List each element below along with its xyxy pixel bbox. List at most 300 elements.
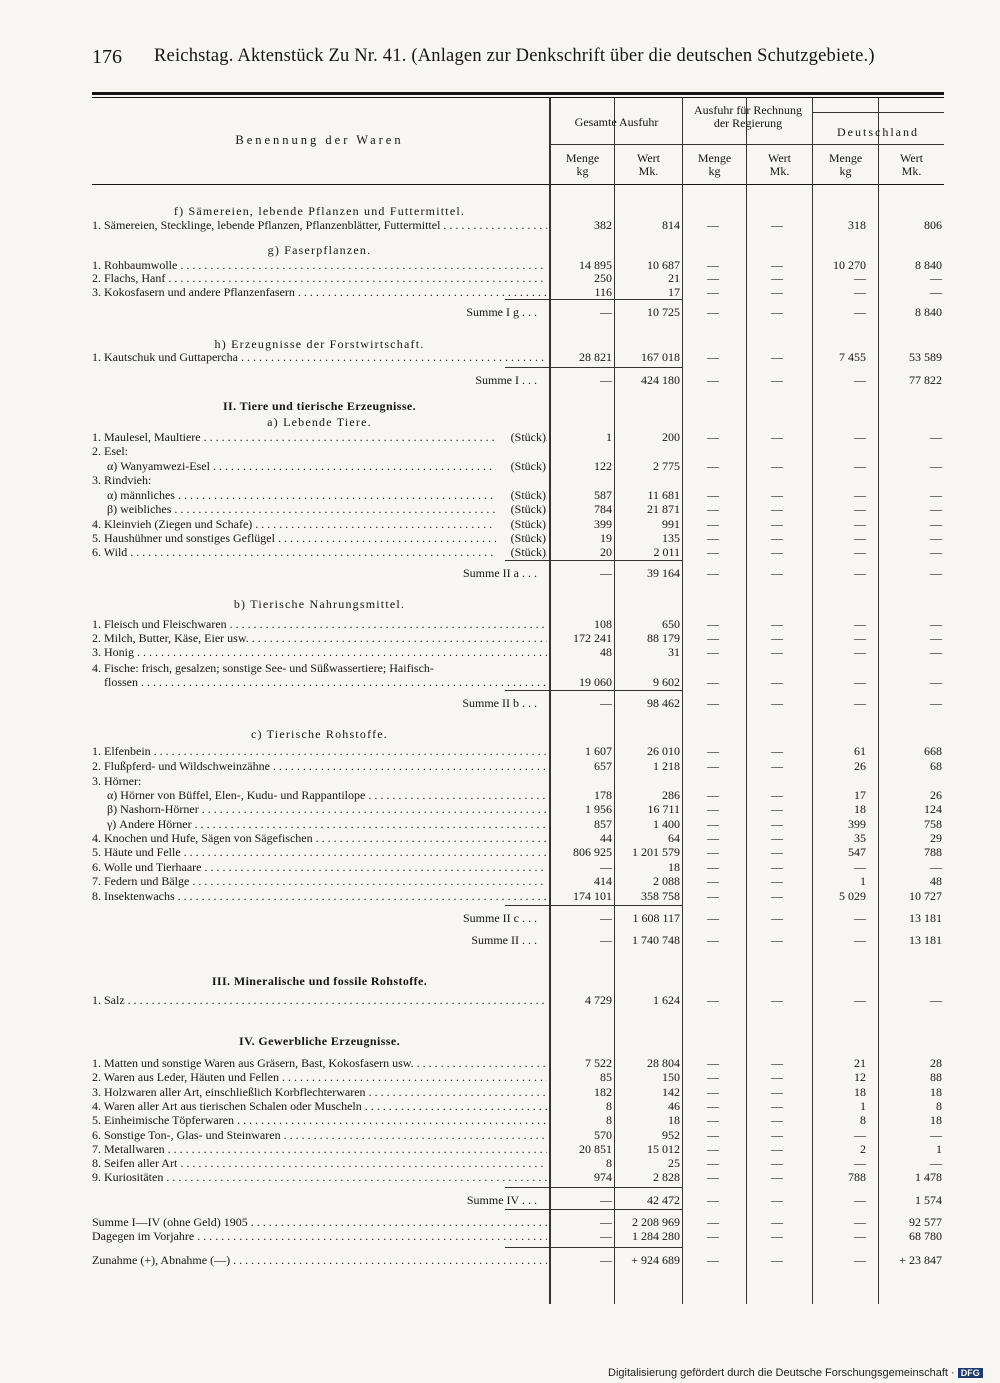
cell-value: 8 840 <box>915 258 942 272</box>
cell-value: 399 <box>848 817 866 831</box>
table-row <box>92 488 944 502</box>
cell-value: 17 <box>668 285 680 299</box>
cell-value: — <box>771 1085 783 1099</box>
row-label: 2. Esel: <box>92 444 128 458</box>
row-label: 3. Holzwaren aller Art, einschließlich Korbflechterwaren . . . <box>92 1085 547 1099</box>
cell-value: 974 <box>594 1170 612 1184</box>
cell-value: + 924 689 <box>631 1253 680 1267</box>
row-label: β) weibliches . . . <box>92 502 547 516</box>
cell-value: — <box>854 696 866 710</box>
cell-value: 42 472 <box>647 1193 680 1207</box>
cell-value: — <box>707 430 719 444</box>
cell-value: 1 201 579 <box>632 845 680 859</box>
cell-value: 788 <box>924 845 942 859</box>
cell-value: — <box>707 617 719 631</box>
cell-value: 650 <box>662 617 680 631</box>
cell-value: 2 088 <box>653 874 680 888</box>
cell-value: 64 <box>668 831 680 845</box>
page-title: Reichstag. Aktenstück Zu Nr. 41. (Anlagen zur Denkschrift über die deutschen Schutzgebiete.) <box>154 46 875 66</box>
section-heading: a) Lebende Tiere. <box>267 415 372 429</box>
table-row <box>92 993 944 1007</box>
summary-row <box>92 566 944 580</box>
table-row <box>92 1156 944 1170</box>
cell-value: — <box>930 285 942 299</box>
cell-value: 21 <box>668 271 680 285</box>
cell-value: — <box>930 993 942 1007</box>
cell-value: — <box>707 845 719 859</box>
cell-value: — <box>707 802 719 816</box>
summary-row <box>92 696 944 710</box>
header-rule <box>551 144 682 145</box>
row-label: 6. Sonstige Ton-, Glas- und Steinwaren . . . <box>92 1128 547 1142</box>
sum-rule <box>505 299 549 300</box>
table-row <box>92 531 944 545</box>
cell-value: — <box>707 874 719 888</box>
cell-value: 1 <box>860 1099 866 1113</box>
table-row <box>92 459 944 473</box>
cell-value: — <box>771 617 783 631</box>
cell-value: — <box>854 271 866 285</box>
row-label: 8. Insektenwachs . . . <box>92 889 547 903</box>
row-label: 6. Wild . . . <box>92 545 547 559</box>
cell-value: 21 871 <box>647 502 680 516</box>
cell-value: 13 181 <box>909 933 942 947</box>
cell-value: 35 <box>854 831 866 845</box>
cell-value: 48 <box>930 874 942 888</box>
cell-value: — <box>771 817 783 831</box>
sum-rule <box>505 367 549 368</box>
cell-value: — <box>930 566 942 580</box>
cell-value: 26 <box>930 788 942 802</box>
cell-value: 15 012 <box>647 1142 680 1156</box>
cell-value: 587 <box>594 488 612 502</box>
cell-value: — <box>771 373 783 387</box>
header-wert <box>879 152 944 178</box>
row-label: 1. Fleisch und Fleischwaren . . . <box>92 617 547 631</box>
cell-value: — <box>930 545 942 559</box>
cell-value: + 23 847 <box>899 1253 942 1267</box>
cell-value: — <box>707 566 719 580</box>
row-label: Summe II . . . <box>471 933 537 947</box>
cell-value: — <box>854 1193 866 1207</box>
page-number: 176 <box>92 46 122 68</box>
row-label: Summe II a . . . <box>463 566 537 580</box>
cell-value: 10 727 <box>909 889 942 903</box>
cell-value: — <box>707 831 719 845</box>
row-label: α) Wanyamwezi-Esel . . . <box>92 459 547 473</box>
cell-value: — <box>930 1128 942 1142</box>
cell-value: 806 925 <box>573 845 612 859</box>
cell-value: — <box>707 1085 719 1099</box>
cell-value: 124 <box>924 802 942 816</box>
cell-value: 318 <box>848 218 866 232</box>
cell-value: — <box>707 1056 719 1070</box>
row-label: 2. Flußpferd- und Wildschweinzähne . . . <box>92 759 547 773</box>
table-row <box>92 631 944 645</box>
cell-value: 1 284 280 <box>632 1229 680 1243</box>
wert-label: Wert <box>767 151 792 165</box>
table-row <box>92 502 944 516</box>
unit-label: (Stück) <box>496 459 546 473</box>
cell-value: 108 <box>594 617 612 631</box>
cell-value: — <box>930 617 942 631</box>
cell-value: 1 624 <box>653 993 680 1007</box>
section-heading: f) Sämereien, lebende Pflanzen und Futtermittel. <box>173 204 466 218</box>
cell-value: — <box>600 305 612 319</box>
table-row <box>92 1253 944 1267</box>
sum-rule <box>615 1209 682 1210</box>
cell-value: — <box>854 1253 866 1267</box>
cell-value: 178 <box>594 788 612 802</box>
cell-value: — <box>707 744 719 758</box>
section-heading: c) Tierische Rohstoffe. <box>250 727 389 741</box>
cell-value: — <box>771 1170 783 1184</box>
table-row <box>92 802 944 816</box>
cell-value: — <box>930 696 942 710</box>
section-heading: h) Erzeugnisse der Forstwirtschaft. <box>214 337 425 351</box>
cell-value: — <box>771 531 783 545</box>
cell-value: 29 <box>930 831 942 845</box>
cell-value: — <box>707 1215 719 1229</box>
cell-value: — <box>600 1215 612 1229</box>
cell-value: 11 681 <box>647 488 680 502</box>
cell-value: 1 478 <box>915 1170 942 1184</box>
cell-value: 7 455 <box>839 350 866 364</box>
cell-value: — <box>707 488 719 502</box>
table-row <box>92 788 944 802</box>
row-label: 7. Metallwaren . . . <box>92 1142 547 1156</box>
cell-value: 8 <box>606 1113 612 1127</box>
cell-value: 10 725 <box>647 305 680 319</box>
cell-value: 2 011 <box>653 545 680 559</box>
cell-value: — <box>707 285 719 299</box>
cell-value: 19 <box>600 531 612 545</box>
cell-value: — <box>707 1113 719 1127</box>
cell-value: — <box>707 788 719 802</box>
row-label: 4. Knochen und Hufe, Sägen von Sägefischen . . . <box>92 831 547 845</box>
table-row <box>92 1085 944 1099</box>
cell-value: — <box>707 218 719 232</box>
summary-row <box>92 911 944 925</box>
cell-value: 424 180 <box>641 373 680 387</box>
cell-value: 382 <box>594 218 612 232</box>
cell-value: 14 895 <box>579 258 612 272</box>
cell-value: — <box>854 1128 866 1142</box>
unit-label: (Stück) <box>496 531 546 545</box>
header-deutschland: Deutschland <box>837 125 919 139</box>
row-label: 2. Waren aus Leder, Häuten und Fellen . . . <box>92 1070 547 1084</box>
sum-rule <box>615 367 682 368</box>
unit-label: (Stück) <box>496 517 546 531</box>
cell-value: — <box>707 305 719 319</box>
cell-value: 991 <box>662 517 680 531</box>
cell-value: — <box>854 517 866 531</box>
cell-value: 142 <box>662 1085 680 1099</box>
cell-value: 1 607 <box>585 744 612 758</box>
cell-value: — <box>854 1156 866 1170</box>
cell-value: — <box>771 788 783 802</box>
row-label: 1. Matten und sonstige Waren aus Gräsern, Bast, Kokosfasern usw. . . . <box>92 1056 547 1070</box>
header-wert <box>615 152 682 178</box>
cell-value: — <box>771 566 783 580</box>
cell-value: — <box>771 285 783 299</box>
cell-value: — <box>707 502 719 516</box>
sum-rule <box>615 1187 682 1188</box>
cell-value: — <box>771 1070 783 1084</box>
table-row <box>92 1128 944 1142</box>
row-label: 7. Federn und Bälge . . . <box>92 874 547 888</box>
sum-rule <box>505 905 549 906</box>
unit-label: (Stück) <box>496 430 546 444</box>
cell-value: — <box>771 350 783 364</box>
cell-value: — <box>707 531 719 545</box>
cell-value: — <box>771 759 783 773</box>
cell-value: 952 <box>662 1128 680 1142</box>
cell-value: — <box>600 933 612 947</box>
cell-value: — <box>930 645 942 659</box>
row-label: 5. Haushühner und sonstiges Geflügel . . . <box>92 531 547 545</box>
cell-value: — <box>707 631 719 645</box>
cell-value: — <box>854 373 866 387</box>
table-row <box>92 744 944 758</box>
sum-rule <box>551 905 614 906</box>
cell-value: — <box>707 675 719 689</box>
sum-rule <box>505 1247 549 1248</box>
cell-value: 1 740 748 <box>632 933 680 947</box>
cell-value: 8 840 <box>915 305 942 319</box>
cell-value: 2 828 <box>653 1170 680 1184</box>
cell-value: 172 241 <box>573 631 612 645</box>
table-row <box>92 1099 944 1113</box>
cell-value: — <box>771 696 783 710</box>
unit-label: (Stück) <box>496 488 546 502</box>
row-label: 4. Kleinvieh (Ziegen und Schafe) . . . <box>92 517 547 531</box>
cell-value: 20 851 <box>579 1142 612 1156</box>
cell-value: 399 <box>594 517 612 531</box>
cell-value: — <box>707 350 719 364</box>
cell-value: 18 <box>854 802 866 816</box>
cell-value: — <box>854 617 866 631</box>
row-label: 5. Häute und Felle . . . <box>92 845 547 859</box>
cell-value: — <box>707 258 719 272</box>
cell-value: — <box>600 696 612 710</box>
table-row <box>92 430 944 444</box>
cell-value: 1 <box>936 1142 942 1156</box>
row-label: 3. Rindvieh: <box>92 473 152 487</box>
row-label: 5. Einheimische Töpferwaren . . . <box>92 1113 547 1127</box>
section-heading: b) Tierische Nahrungsmittel. <box>233 597 406 611</box>
cell-value: — <box>854 1215 866 1229</box>
cell-value: 18 <box>668 860 680 874</box>
cell-value: 20 <box>600 545 612 559</box>
cell-value: — <box>707 373 719 387</box>
cell-value: — <box>854 430 866 444</box>
table-row <box>92 661 944 675</box>
cell-value: 414 <box>594 874 612 888</box>
cell-value: — <box>771 1113 783 1127</box>
row-label: Summe II c . . . <box>463 911 537 925</box>
cell-value: — <box>930 430 942 444</box>
cell-value: — <box>854 545 866 559</box>
cell-value: — <box>707 1070 719 1084</box>
section-heading: g) Faserpflanzen. <box>267 243 372 257</box>
cell-value: 8 <box>606 1099 612 1113</box>
cell-value: — <box>930 531 942 545</box>
row-label: 1. Maulesel, Maultiere . . . <box>92 430 547 444</box>
cell-value: 122 <box>594 459 612 473</box>
row-label: Summe I g . . . <box>466 305 537 319</box>
header-gesamte-ausfuhr: Gesamte Ausfuhr <box>574 115 659 129</box>
top-rule-thick <box>92 92 944 95</box>
table-row <box>92 271 944 285</box>
kg-label: kg <box>839 164 852 178</box>
cell-value: — <box>854 285 866 299</box>
table-row <box>92 1229 944 1243</box>
footer: Digitalisierung gefördert durch die Deutsche Forschungsgemeinschaft · DFG <box>608 1367 983 1379</box>
cell-value: 28 821 <box>579 350 612 364</box>
cell-value: — <box>771 305 783 319</box>
row-label: Summe I—IV (ohne Geld) 1905 . . . <box>92 1215 547 1229</box>
mk-label: Mk. <box>769 164 790 178</box>
cell-value: — <box>930 1156 942 1170</box>
cell-value: 85 <box>600 1070 612 1084</box>
cell-value: — <box>854 631 866 645</box>
unit-label: (Stück) <box>496 502 546 516</box>
cell-value: 68 <box>930 759 942 773</box>
table-row <box>92 645 944 659</box>
cell-value: — <box>930 271 942 285</box>
header-menge <box>813 152 878 178</box>
header-rule <box>682 144 812 145</box>
row-label: 4. Waren aller Art aus tierischen Schalen oder Muscheln . . . <box>92 1099 547 1113</box>
table-row <box>92 1113 944 1127</box>
row-label: Summe IV . . . <box>466 1193 537 1207</box>
cell-value: — <box>771 502 783 516</box>
cell-value: — <box>600 373 612 387</box>
table-row <box>92 1142 944 1156</box>
row-label: Dagegen im Vorjahre . . . <box>92 1229 547 1243</box>
footer-text: Digitalisierung gefördert durch die Deutsche Forschungsgemeinschaft <box>608 1367 948 1379</box>
cell-value: 570 <box>594 1128 612 1142</box>
cell-value: 857 <box>594 817 612 831</box>
kg-label: kg <box>576 164 589 178</box>
row-label: 1. Sämereien, Stecklinge, lebende Pflanzen, Pflanzenblätter, Futtermittel . . . <box>92 218 547 232</box>
table-row <box>92 845 944 859</box>
cell-value: 31 <box>668 645 680 659</box>
cell-value: — <box>707 1142 719 1156</box>
sum-rule <box>615 1247 682 1248</box>
cell-value: 39 164 <box>647 566 680 580</box>
header-benennung: Benennung der Waren <box>235 133 404 147</box>
menge-label: Menge <box>828 151 863 165</box>
cell-value: — <box>854 502 866 516</box>
cell-value: 806 <box>924 218 942 232</box>
table-row <box>92 759 944 773</box>
table-row <box>92 774 944 788</box>
cell-value: — <box>771 545 783 559</box>
cell-value: — <box>771 831 783 845</box>
cell-value: 5 029 <box>839 889 866 903</box>
cell-value: — <box>854 459 866 473</box>
cell-value: 18 <box>668 1113 680 1127</box>
cell-value: — <box>771 874 783 888</box>
row-label: 3. Kokosfasern und andere Pflanzenfasern . . . <box>92 285 547 299</box>
row-label: 1. Rohbaumwolle . . . <box>92 258 547 272</box>
cell-value: — <box>771 993 783 1007</box>
top-rule-thin <box>92 97 944 98</box>
sum-rule <box>505 1209 549 1210</box>
header-bottom-rule <box>92 184 944 185</box>
sum-rule <box>551 690 614 691</box>
cell-value: — <box>707 1156 719 1170</box>
cell-value: — <box>854 933 866 947</box>
row-label: 1. Kautschuk und Guttapercha . . . <box>92 350 547 364</box>
table-row <box>92 831 944 845</box>
cell-value: — <box>707 1229 719 1243</box>
header-menge <box>683 152 746 178</box>
cell-value: 200 <box>662 430 680 444</box>
unit-label: (Stück) <box>496 545 546 559</box>
cell-value: 784 <box>594 502 612 516</box>
cell-value: — <box>771 1215 783 1229</box>
cell-value: 135 <box>662 531 680 545</box>
table-row <box>92 889 944 903</box>
table-row <box>92 545 944 559</box>
cell-value: — <box>854 566 866 580</box>
cell-value: 10 687 <box>647 258 680 272</box>
menge-label: Menge <box>565 151 600 165</box>
cell-value: — <box>854 488 866 502</box>
table-row <box>92 617 944 631</box>
cell-value: 668 <box>924 744 942 758</box>
wert-label: Wert <box>636 151 661 165</box>
cell-value: — <box>930 675 942 689</box>
row-label: Summe II b . . . <box>462 696 537 710</box>
header-rule <box>812 144 944 145</box>
cell-value: — <box>771 459 783 473</box>
section-heading: III. Mineralische und fossile Rohstoffe. <box>211 974 428 988</box>
table-row <box>92 218 944 232</box>
summary-row <box>92 305 944 319</box>
cell-value: — <box>600 566 612 580</box>
mk-label: Mk. <box>638 164 659 178</box>
row-label: 3. Hörner: <box>92 774 142 788</box>
cell-value: 2 <box>860 1142 866 1156</box>
table-row <box>92 1070 944 1084</box>
cell-value: 547 <box>848 845 866 859</box>
cell-value: — <box>707 860 719 874</box>
cell-value: — <box>771 1253 783 1267</box>
cell-value: 8 <box>860 1113 866 1127</box>
cell-value: — <box>930 517 942 531</box>
sum-rule <box>551 367 614 368</box>
cell-value: 26 010 <box>647 744 680 758</box>
cell-value: — <box>854 993 866 1007</box>
cell-value: — <box>600 911 612 925</box>
cell-value: 116 <box>594 285 612 299</box>
table-row <box>92 517 944 531</box>
sum-rule <box>505 1187 549 1188</box>
sum-rule <box>615 299 682 300</box>
cell-value: 18 <box>930 1113 942 1127</box>
cell-value: 758 <box>924 817 942 831</box>
cell-value: 4 729 <box>585 993 612 1007</box>
cell-value: — <box>854 860 866 874</box>
cell-value: 19 060 <box>579 675 612 689</box>
cell-value: — <box>707 911 719 925</box>
mk-label: Mk. <box>901 164 922 178</box>
sum-rule <box>615 690 682 691</box>
